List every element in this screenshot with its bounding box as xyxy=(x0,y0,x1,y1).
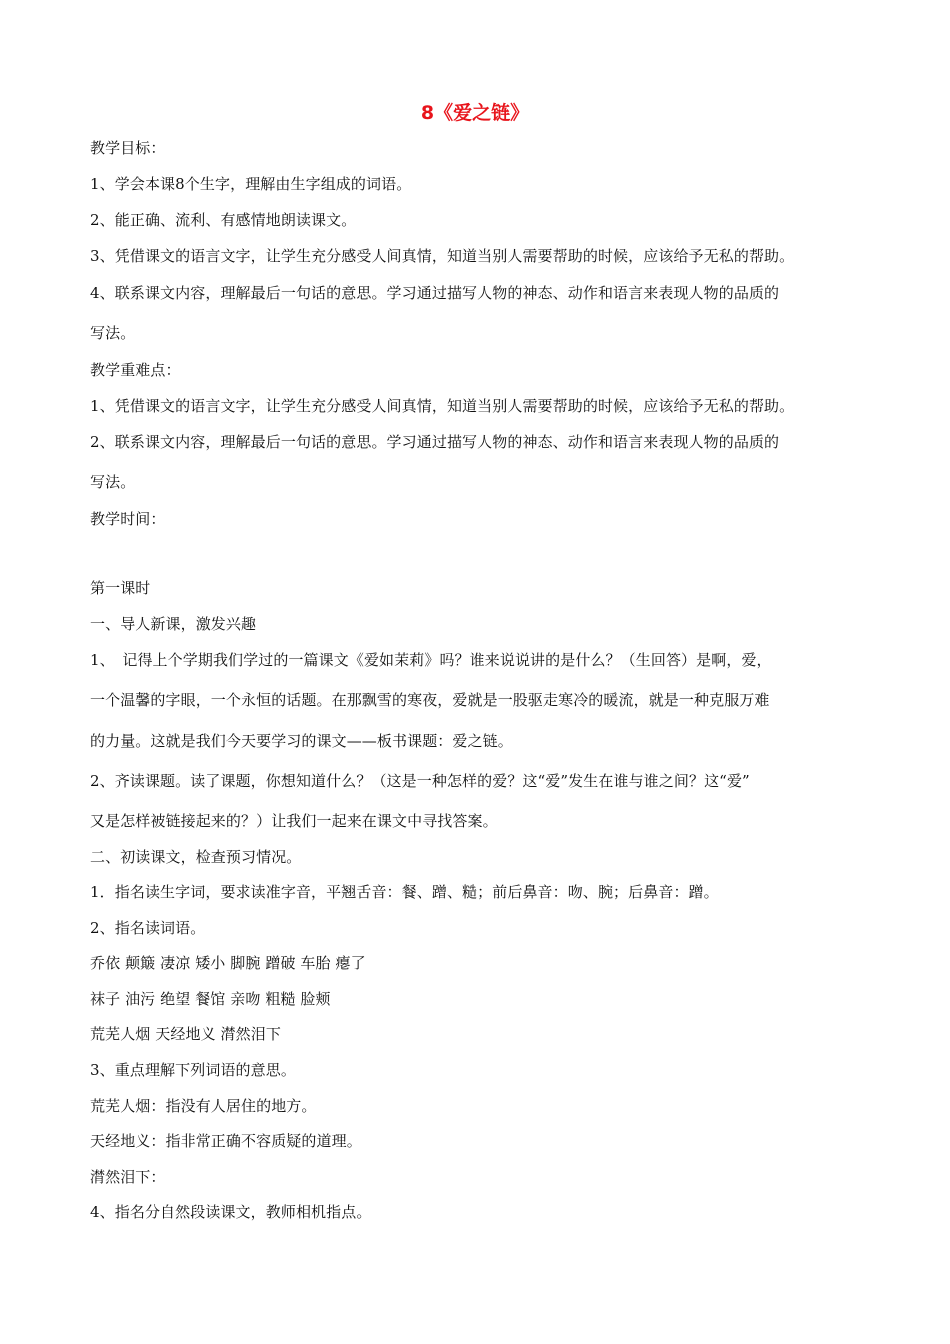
text-line: 1、学会本课8个生字，理解由生字组成的词语。 xyxy=(90,175,412,193)
text-line: 教学重难点： xyxy=(90,361,181,379)
text-line: 一、导人新课，激发兴趣 xyxy=(90,615,257,633)
text-line: 3、凭借课文的语言文字，让学生充分感受人间真情，知道当别人需要帮助的时候，应该给予无私的帮助。 xyxy=(90,247,795,265)
text-line: 4、联系课文内容，理解最后一句话的意思。学习通过描写人物的神态、动作和语言来表现人物的品质的 xyxy=(90,284,780,302)
text-line: 的力量。这就是我们今天要学习的课文——板书课题：爱之链。 xyxy=(90,732,513,750)
text-line: 又是怎样被链接起来的？）让我们一起来在课文中寻找答案。 xyxy=(90,812,498,830)
text-line: 一个温馨的字眼，一个永恒的话题。在那飘雪的寒夜，爱就是一股驱走寒冷的暖流，就是一种克服万难 xyxy=(90,691,770,709)
text-line: 荒芜人烟：指没有人居住的地方。 xyxy=(90,1097,317,1115)
text-line: 教学目标： xyxy=(90,139,166,157)
text-line: 2、联系课文内容，理解最后一句话的意思。学习通过描写人物的神态、动作和语言来表现人物的品质的 xyxy=(90,433,780,451)
text-line: 袜子 油污 绝望 餐馆 亲吻 粗糙 脸颊 xyxy=(90,990,331,1008)
text-line: 3、重点理解下列词语的意思。 xyxy=(90,1061,296,1079)
text-line: 4、指名分自然段读课文，教师相机指点。 xyxy=(90,1203,372,1221)
text-line: 2、齐读课题。读了课题，你想知道什么？（这是一种怎样的爱？这“爱”发生在谁与谁之间？这“爱” xyxy=(90,772,750,790)
text-line: 乔依 颠簸 凄凉 矮小 脚腕 蹭破 车胎 瘪了 xyxy=(90,954,366,972)
text-line: 荒芜人烟 天经地义 潸然泪下 xyxy=(90,1025,281,1043)
text-line: 教学时间： xyxy=(90,510,166,528)
text-line: 第一课时 xyxy=(90,579,151,597)
text-line: 写法。 xyxy=(90,324,136,342)
text-line: 1．指名读生字词，要求读准字音，平翘舌音：餐、蹭、糙；前后鼻音：吻、腕；后鼻音：蹭。 xyxy=(90,883,719,901)
text-line: 天经地义：指非常正确不容质疑的道理。 xyxy=(90,1132,362,1150)
text-line: 2、指名读词语。 xyxy=(90,919,206,937)
text-line: 1、凭借课文的语言文字，让学生充分感受人间真情，知道当别人需要帮助的时候，应该给予无私的帮助。 xyxy=(90,397,795,415)
text-line: 二、初读课文，检查预习情况。 xyxy=(90,848,302,866)
document-title: 8《爱之链》 xyxy=(420,102,530,124)
text-line: 1、 记得上个学期我们学过的一篇课文《爱如茉莉》吗？谁来说说讲的是什么？（生回答）是啊，爱， xyxy=(90,651,772,669)
text-line: 写法。 xyxy=(90,473,136,491)
text-line: 潸然泪下： xyxy=(90,1168,166,1186)
text-line: 2、能正确、流利、有感情地朗读课文。 xyxy=(90,211,357,229)
